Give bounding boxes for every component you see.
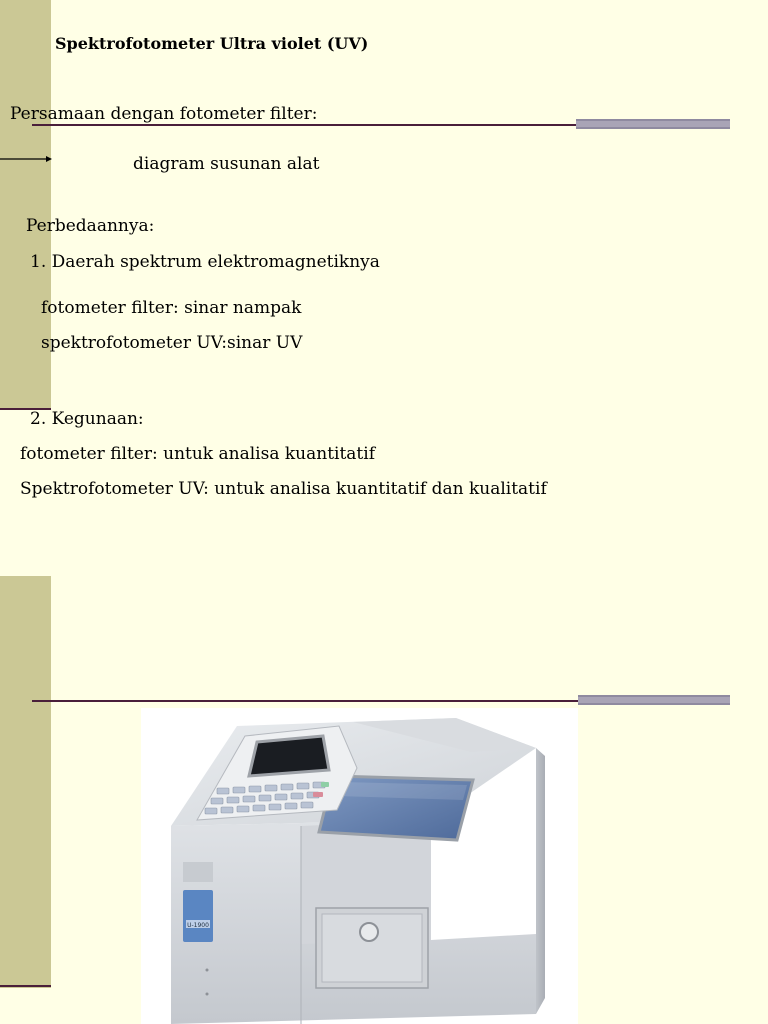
bottom-accent-bar [578, 695, 730, 705]
difference-1-line-1: fotometer filter: sinar nampak [41, 298, 302, 318]
difference-2-line-2: Spektrofotometer UV: untuk analisa kuantitatif dan kualitatif [20, 479, 547, 499]
difference-2-line-1: fotometer filter: untuk analisa kuantitatif [20, 444, 375, 464]
difference-heading: Perbedaannya: [26, 216, 155, 236]
difference-1-line-2: spektrofotometer UV:sinar UV [41, 333, 303, 353]
difference-1-heading: 1. Daerah spektrum elektromagnetiknya [30, 252, 380, 272]
device-label: U-1900 [187, 922, 209, 929]
similarity-item: diagram susunan alat [133, 154, 320, 174]
similarity-heading: Persamaan dengan fotometer filter: [10, 104, 318, 124]
difference-2-heading: 2. Kegunaan: [30, 409, 144, 429]
slide-title: Spektrofotometer Ultra violet (UV) [55, 34, 369, 53]
top-accent-bar [576, 119, 730, 129]
arrow-right-icon [0, 152, 54, 166]
sidebar-bottom [0, 576, 51, 988]
sidebar-bottom-rule [0, 985, 51, 987]
spectrophotometer-photo [141, 708, 578, 1024]
